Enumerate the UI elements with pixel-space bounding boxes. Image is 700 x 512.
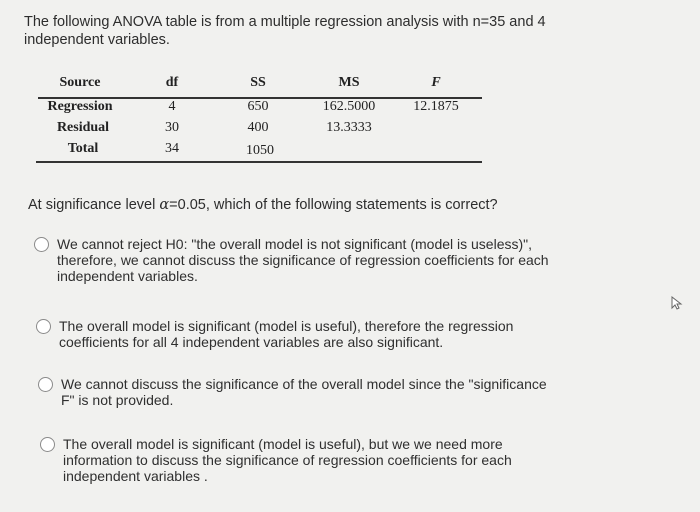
table-bottom-rule: [36, 161, 482, 163]
row-residual-df: 30: [165, 120, 179, 135]
alpha-symbol: α: [159, 197, 170, 213]
header-f: F: [431, 75, 441, 90]
row-regression-ms: 162.5000: [322, 99, 376, 114]
option-1-line-2: therefore, we cannot discuss the significance of regression coefficients for each: [57, 252, 549, 268]
option-4-line-2: information to discuss the significance of regression coefficients for each: [63, 452, 512, 468]
row-total-ss: 1050: [246, 143, 274, 158]
option-4-line-3: independent variables .: [63, 468, 208, 484]
header-ms: MS: [338, 75, 360, 90]
header-source: Source: [59, 75, 101, 90]
option-2-line-2: coefficients for all 4 independent variables are also significant.: [59, 334, 444, 350]
header-df: df: [165, 75, 179, 90]
option-2-label: [59, 318, 513, 350]
prompt-text-before: At significance level: [28, 197, 160, 213]
question-line-1: The following ANOVA table is from a multiple regression analysis with n=35 and 4: [24, 14, 546, 30]
row-residual-ms: 13.3333: [326, 120, 372, 135]
question-prompt: [28, 196, 498, 214]
option-3-line-1: We cannot discuss the significance of the overall model since the "significance: [61, 376, 547, 392]
row-total-df: 34: [165, 141, 179, 156]
option-1-label: [57, 236, 549, 284]
row-regression-df: 4: [168, 99, 176, 114]
radio-button-option-3[interactable]: [38, 377, 53, 392]
question-line-2: independent variables.: [24, 32, 170, 48]
radio-button-option-4[interactable]: [40, 437, 55, 452]
row-regression-source: Regression: [47, 99, 113, 114]
option-3-line-2: F" is not provided.: [61, 392, 174, 408]
option-4-label: [63, 436, 512, 484]
answer-option-2[interactable]: [36, 318, 596, 350]
prompt-text-after: =0.05, which of the following statements is correct?: [169, 197, 498, 213]
row-residual-ss: 400: [247, 120, 269, 135]
radio-button-option-2[interactable]: [36, 319, 51, 334]
option-2-line-1: The overall model is significant (model is useful), therefore the regression: [59, 318, 514, 334]
row-total-source: Total: [67, 141, 99, 156]
option-1-line-3: independent variables.: [57, 268, 198, 284]
answer-option-1[interactable]: [34, 236, 594, 284]
option-4-line-1: The overall model is significant (model is useful), but we we need more: [63, 436, 503, 452]
row-regression-f: 12.1875: [413, 99, 459, 114]
question-text: [24, 13, 584, 49]
anova-table: [36, 74, 482, 166]
option-3-label: [61, 376, 547, 408]
header-ss: SS: [250, 75, 266, 90]
answer-option-3[interactable]: [38, 376, 598, 408]
radio-button-option-1[interactable]: [34, 237, 49, 252]
option-1-line-1: We cannot reject H0: "the overall model is not significant (model is useless)",: [57, 236, 533, 252]
row-residual-source: Residual: [56, 120, 110, 135]
row-regression-ss: 650: [247, 99, 269, 114]
answer-option-4[interactable]: [40, 436, 600, 484]
mouse-pointer-icon: [670, 296, 684, 310]
